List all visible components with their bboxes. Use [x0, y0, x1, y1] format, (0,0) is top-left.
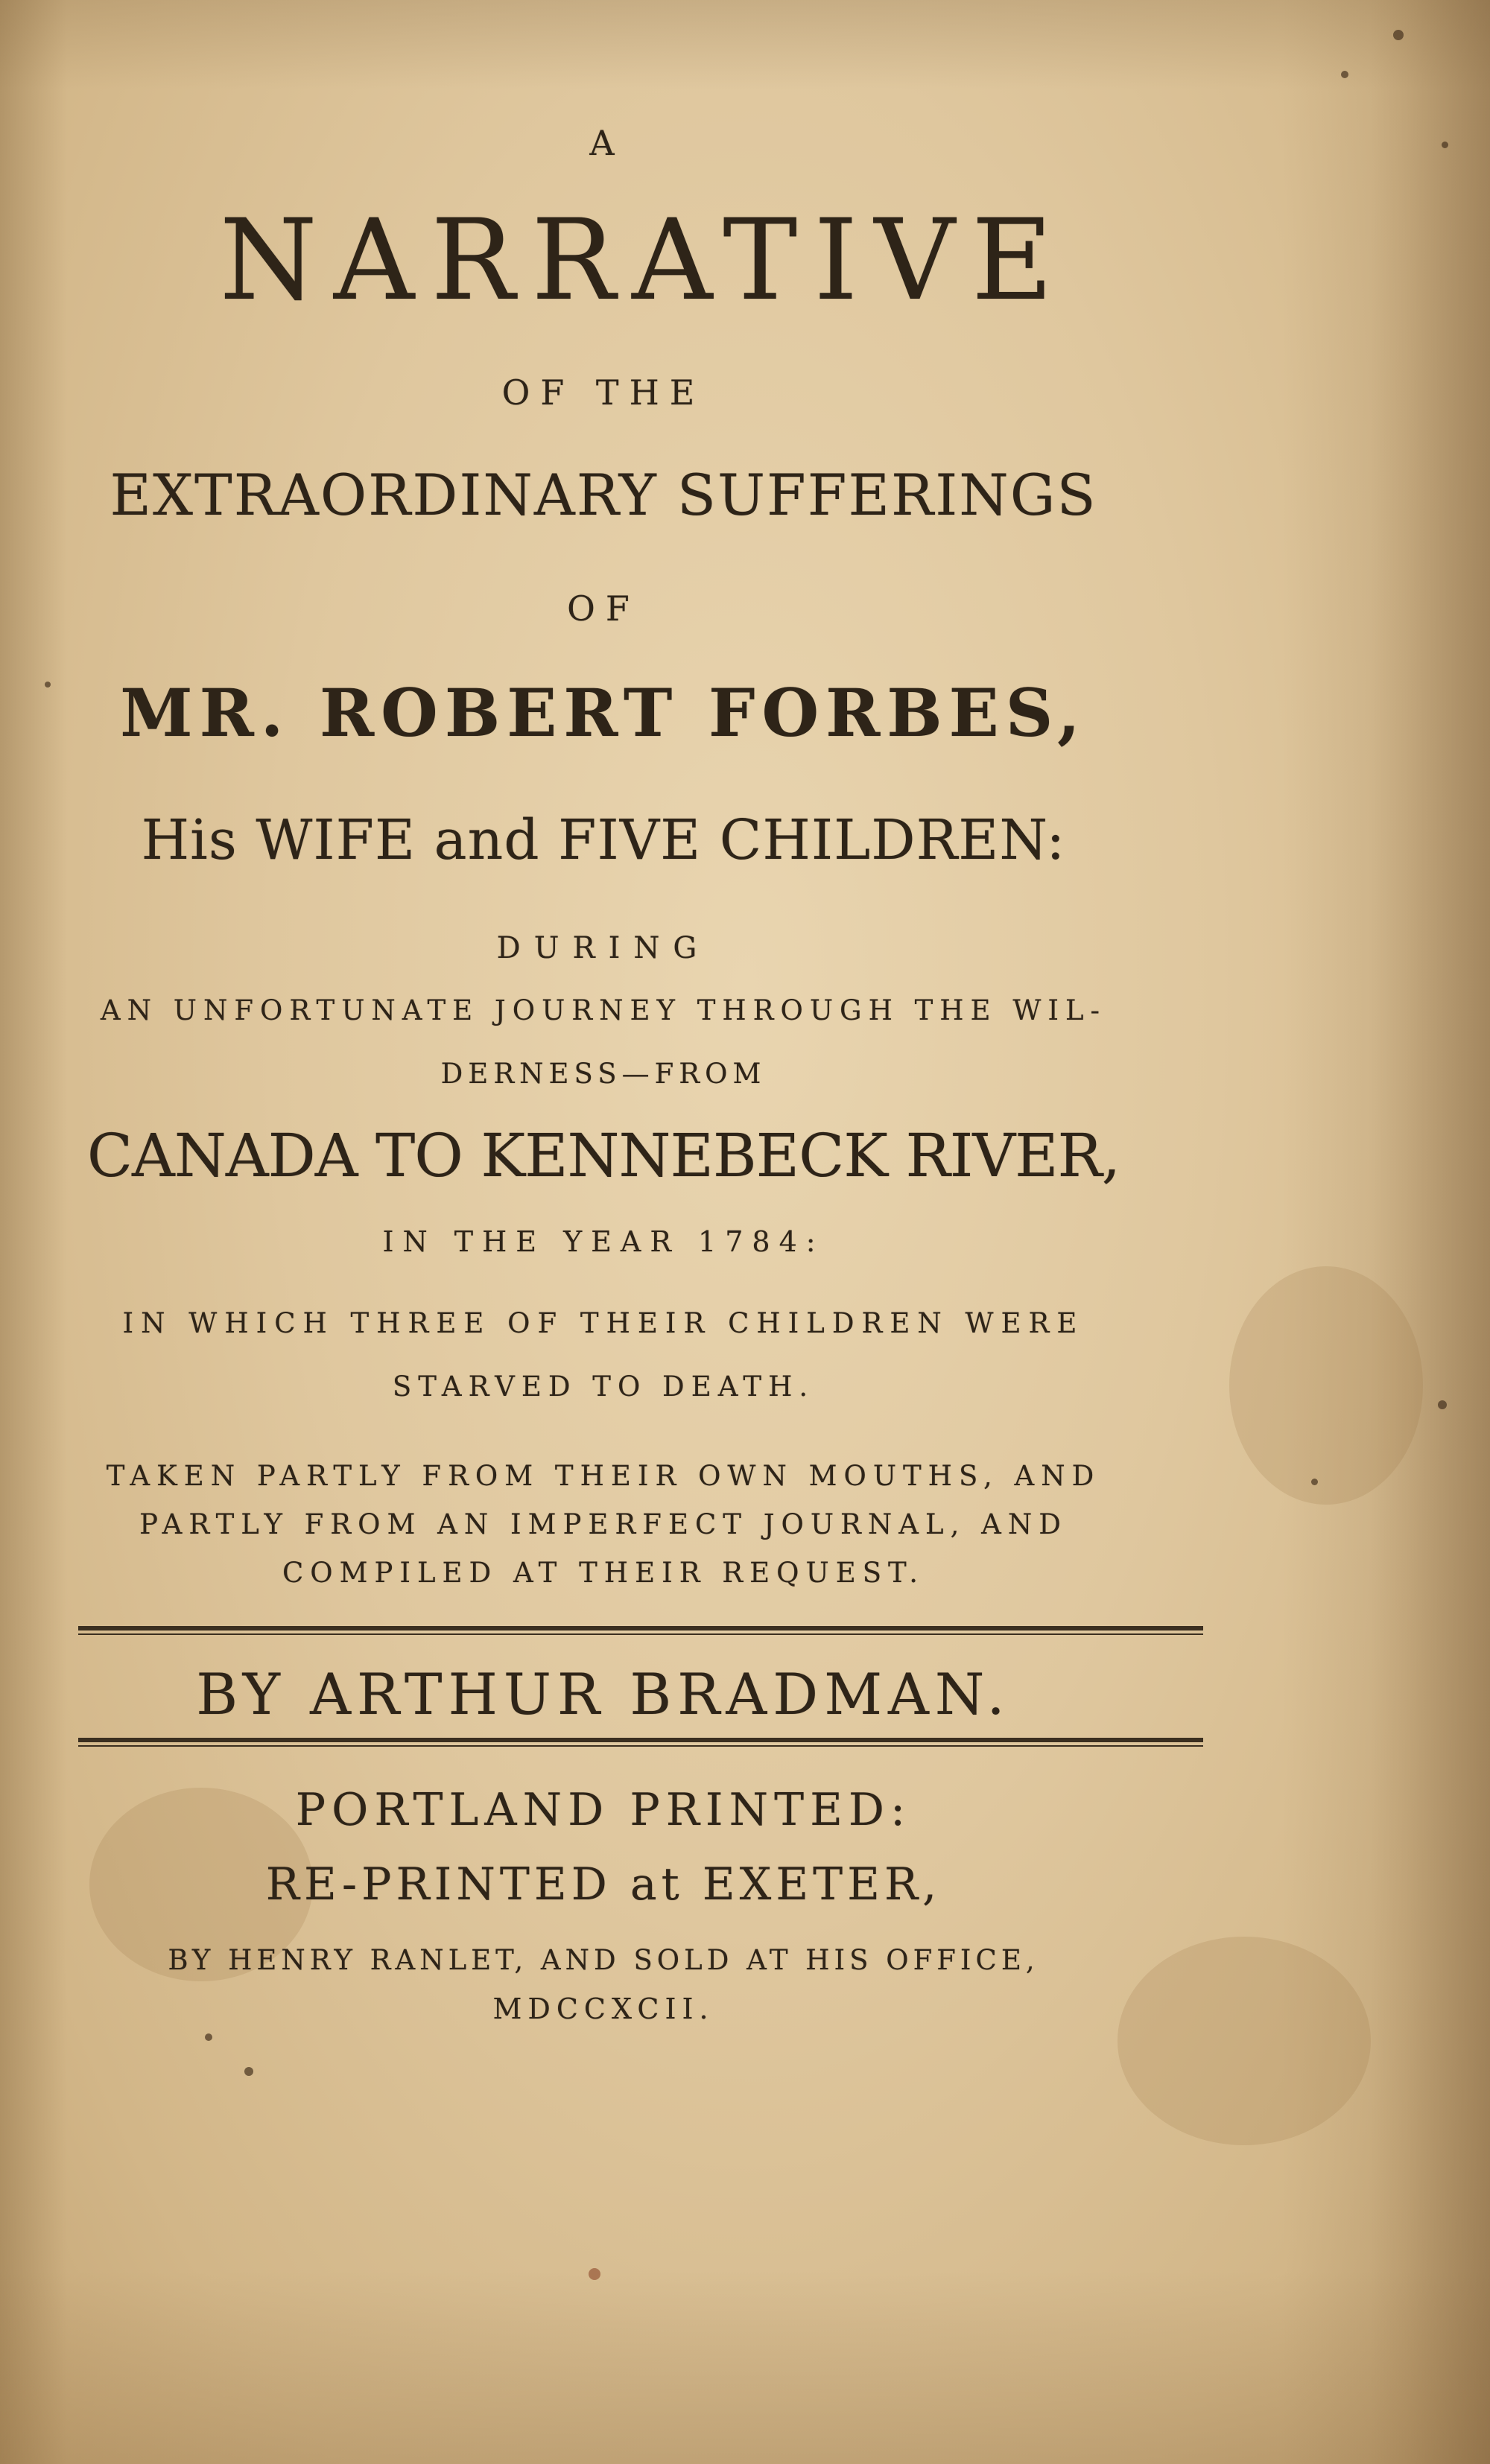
heading-canada-kennebeck: CANADA TO KENNEBECK RIVER,: [86, 1121, 1120, 1190]
text-which-three: IN WHICH THREE OF THEIR CHILDREN WERE: [122, 1307, 1085, 1339]
imprint-henry-ranlet: BY HENRY RANLET, AND SOLD AT HIS OFFICE,: [168, 1944, 1039, 1976]
foxing-spot: [589, 2268, 600, 2280]
imprint-reprinted-exeter: RE-PRINTED at EXETER,: [265, 1858, 942, 1911]
author-line: BY ARTHUR BRADMAN.: [196, 1661, 1011, 1727]
heading-narrative: NARRATIVE: [219, 196, 1070, 326]
text-journey: AN UNFORTUNATE JOURNEY THROUGH THE WIL-: [100, 994, 1107, 1026]
foxing-spot: [1311, 1479, 1318, 1485]
foxing-spot: [205, 2033, 212, 2041]
page-edge-top: [0, 0, 1490, 89]
imprint-portland: PORTLAND PRINTED:: [295, 1784, 912, 1836]
imprint-date: MDCCXCII.: [492, 1993, 714, 2025]
heading-article: A: [589, 123, 618, 163]
heading-of: OF: [567, 588, 640, 629]
heading-extraordinary-sufferings: EXTRAORDINARY SUFFERINGS: [110, 462, 1097, 528]
text-year: IN THE YEAR 1784:: [382, 1225, 825, 1258]
foxing-spot: [1341, 71, 1348, 78]
text-derness: DERNESS—FROM: [440, 1058, 767, 1090]
heading-of-the: OF THE: [501, 372, 706, 413]
heading-family: His WIFE and FIVE CHILDREN:: [141, 808, 1066, 872]
text-compiled: COMPILED AT THEIR REQUEST.: [282, 1557, 925, 1589]
text-taken-partly: TAKEN PARTLY FROM THEIR OWN MOUTHS, AND: [106, 1460, 1101, 1492]
page-edge-bottom: [0, 2270, 1490, 2464]
foxing-spot: [1442, 142, 1448, 148]
text-starved: STARVED TO DEATH.: [392, 1371, 815, 1403]
double-rule-bottom: [78, 1738, 1203, 1747]
heading-name: MR. ROBERT FORBES,: [120, 674, 1087, 752]
foxing-spot: [1393, 30, 1404, 40]
paper-stain: [1229, 1266, 1423, 1505]
double-rule-top: [78, 1626, 1203, 1635]
text-partly-journal: PARTLY FROM AN IMPERFECT JOURNAL, AND: [139, 1508, 1068, 1540]
text-during: DURING: [496, 931, 711, 965]
foxing-spot: [244, 2067, 253, 2076]
foxing-spot: [1438, 1400, 1447, 1409]
